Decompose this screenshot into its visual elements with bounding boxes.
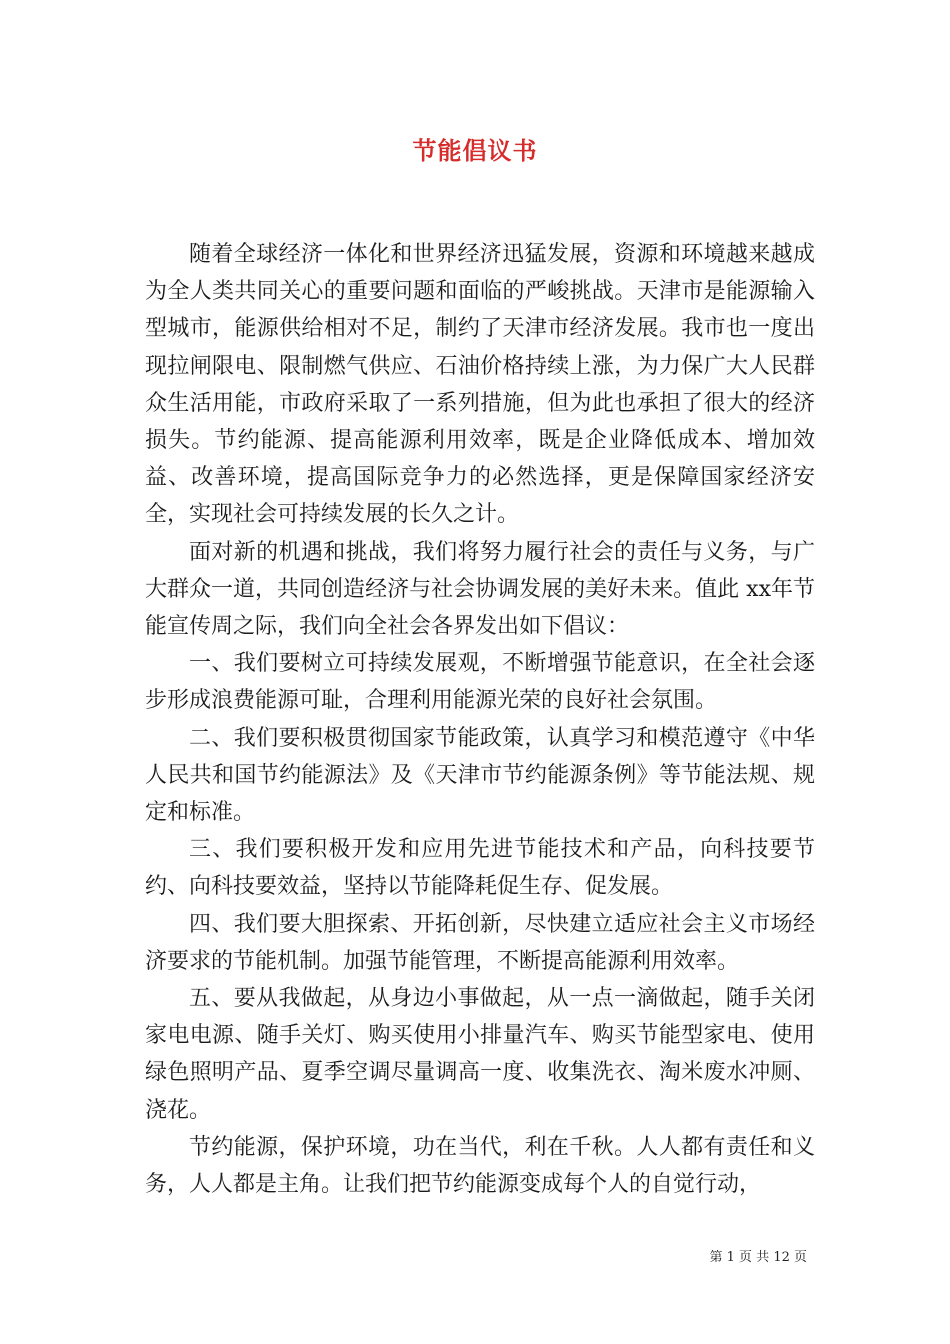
document-title: 节能倡议书	[412, 136, 538, 165]
paragraph: 节约能源，保护环境，功在当代，利在千秋。人人都有责任和义务，人人都是主角。让我们把节约能源变成每个人的自觉行动，	[145, 1134, 815, 1198]
paragraph: 面对新的机遇和挑战，我们将努力履行社会的责任与义务，与广大群众一道，共同创造经济与社会协调发展的美好未来。值此 xx年节能宣传周之际，我们向全社会各界发出如下倡议：	[145, 539, 815, 640]
paragraph: 三、我们要积极开发和应用先进节能技术和产品，向科技要节约、向科技要效益，坚持以节能降耗促生存、促发展。	[145, 837, 815, 900]
paragraph: 一、我们要树立可持续发展观，不断增强节能意识，在全社会逐步形成浪费能源可耻，合理利用能源光荣的良好社会氛围。	[145, 651, 815, 714]
paragraph: 二、我们要积极贯彻国家节能政策，认真学习和模范遵守《中华人民共和国节约能源法》及《天津市节约能源条例》等节能法规、规定和标准。	[145, 725, 815, 826]
paragraph: 随着全球经济一体化和世界经济迅猛发展，资源和环境越来越成为全人类共同关心的重要问题和面临的严峻挑战。天津市是能源输入型城市，能源供给相对不足，制约了天津市经济发展。我市也一度出现拉闸限电、限制燃气供应、石油价格持续上涨，为力保广大人民群众生活用能，市政府采取了一系列措施，但为此也承担了很大的经济损失。节约能源、提高能源利用效率，既是企业降低成本、增加效益、改善环境，提高国际竞争力的必然选择，更是保障国家经济安全，实现社会可持续发展的长久之计。	[145, 242, 815, 528]
document-body	[145, 236, 815, 1203]
page-number-footer: 第 1 页 共 12 页	[709, 1250, 807, 1265]
paragraph: 四、我们要大胆探索、开拓创新，尽快建立适应社会主义市场经济要求的节能机制。加强节能管理，不断提高能源利用效率。	[145, 911, 815, 974]
paragraph: 五、要从我做起，从身边小事做起，从一点一滴做起，随手关闭家电电源、随手关灯、购买使用小排量汽车、购买节能型家电、使用绿色照明产品、夏季空调尽量调高一度、收集洗衣、淘米废水冲厕、浇花。	[145, 986, 815, 1123]
